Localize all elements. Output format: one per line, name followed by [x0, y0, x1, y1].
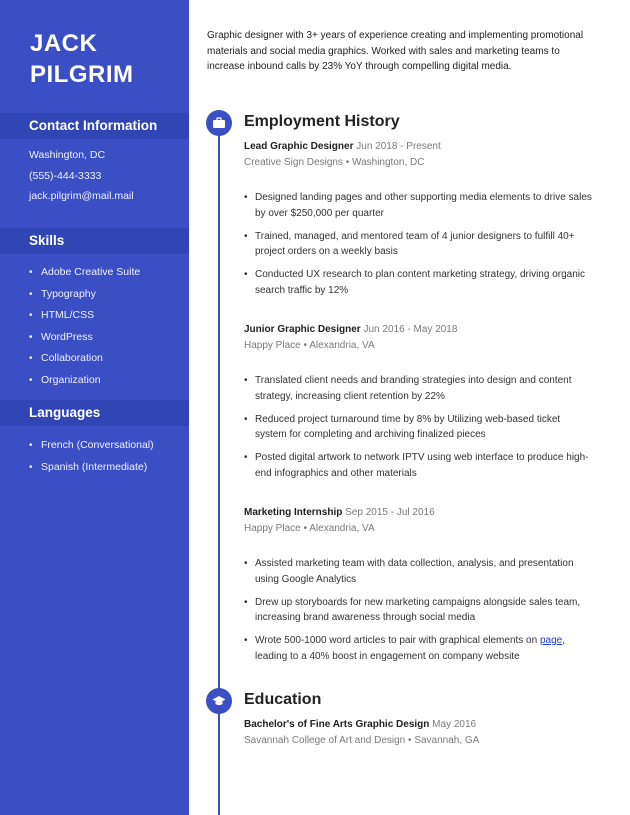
job-bullet: • Posted digital artwork to network IPTV using web interface to produce high-end infographics and other materials [244, 450, 594, 481]
skills-list [29, 262, 140, 391]
school-row [244, 733, 479, 748]
separator-dot: • [303, 523, 307, 534]
job-dates: Jun 2018 - Present [356, 141, 441, 152]
education-heading: Education [244, 691, 322, 708]
job-title-row [244, 322, 457, 337]
skill-item: • Typography [29, 284, 140, 306]
language-item: • French (Conversational) [29, 435, 154, 457]
skills-heading: Skills [0, 228, 189, 254]
job-title: Junior Graphic Designer [244, 324, 361, 335]
job-title: Marketing Internship [244, 507, 343, 518]
profile-summary: Graphic designer with 3+ years of experience creating and implementing promotional materials and social media graphics. Worked with sales and marketing teams to increase inbound calls by 23% YoY through compelling digital media. [207, 30, 584, 72]
contact-location: Washington, DC [29, 149, 106, 161]
languages-heading: Languages [0, 400, 189, 426]
bullet-text: , leading to a 40% boost in engagement on company website [255, 635, 565, 662]
contact-details [29, 145, 134, 207]
job-company: Happy Place [244, 523, 301, 534]
separator-dot: • [408, 735, 412, 746]
job-dates: Sep 2015 - Jul 2016 [345, 507, 435, 518]
skill-item: • HTML/CSS [29, 305, 140, 327]
skill-item: • WordPress [29, 327, 140, 349]
separator-dot: • [345, 157, 350, 168]
job-title-row [244, 139, 441, 154]
graduation-cap-icon [206, 688, 232, 714]
skill-item: • Collaboration [29, 348, 140, 370]
job-dates: Jun 2016 - May 2018 [363, 324, 458, 335]
school-location: Savannah, GA [414, 735, 480, 746]
job-company-row [244, 155, 424, 170]
job-bullets [244, 190, 594, 306]
sidebar [0, 0, 189, 815]
separator-dot: • [303, 340, 307, 351]
job-location: Alexandria, VA [309, 340, 375, 351]
job-bullet: • Designed landing pages and other supporting media elements to drive sales by over $250,000 per quarter [244, 190, 594, 221]
job-bullet: • Assisted marketing team with data collection, analysis, and presentation using Google Analytics [244, 556, 594, 587]
contact-heading: Contact Information [0, 113, 189, 139]
job-company-row [244, 338, 375, 353]
job-company: Happy Place [244, 340, 301, 351]
job-bullet [244, 633, 594, 664]
employment-heading: Employment History [244, 113, 400, 130]
job-bullets [244, 373, 594, 489]
languages-list [29, 435, 154, 478]
skill-item: • Adobe Creative Suite [29, 262, 140, 284]
job-bullet: • Translated client needs and branding strategies into design and content strategy, increasing client retention by 22% [244, 373, 594, 404]
job-title: Lead Graphic Designer [244, 141, 354, 152]
degree-title: Bachelor's of Fine Arts Graphic Design [244, 719, 430, 730]
job-company-row [244, 521, 375, 536]
candidate-name [30, 28, 134, 90]
bullet-text: Wrote 500-1000 word articles to pair with graphical elements on [255, 635, 540, 646]
job-bullet: • Conducted UX research to plan content marketing strategy, driving organic search traffic by 12% [244, 267, 594, 298]
job-title-row [244, 505, 435, 520]
job-company: Creative Sign Designs [244, 157, 343, 168]
job-bullet: • Trained, managed, and mentored team of 4 junior designers to fulfill 40+ project orders on a weekly basis [244, 229, 594, 260]
briefcase-icon [206, 110, 232, 136]
degree-row [244, 717, 476, 732]
degree-date: May 2016 [432, 719, 477, 730]
first-name: JACK [30, 30, 98, 57]
job-bullets [244, 556, 594, 672]
school-name: Savannah College of Art and Design [244, 735, 406, 746]
language-item: • Spanish (Intermediate) [29, 457, 154, 479]
contact-phone: (555)-444-3333 [29, 169, 102, 182]
contact-email: jack.pilgrim@mail.mail [29, 190, 134, 202]
page-link[interactable]: page [539, 635, 563, 646]
job-bullet: • Reduced project turnaround time by 8% by Utilizing web-based ticket system for completing and archiving finalized pieces [244, 412, 594, 443]
skill-item: • Organization [29, 370, 140, 392]
last-name: PILGRIM [30, 61, 134, 88]
job-location: Washington, DC [352, 157, 425, 168]
job-bullet: • Drew up storyboards for new marketing campaigns alongside sales team, increasing brand awareness through social media [244, 595, 594, 626]
job-location: Alexandria, VA [309, 523, 375, 534]
